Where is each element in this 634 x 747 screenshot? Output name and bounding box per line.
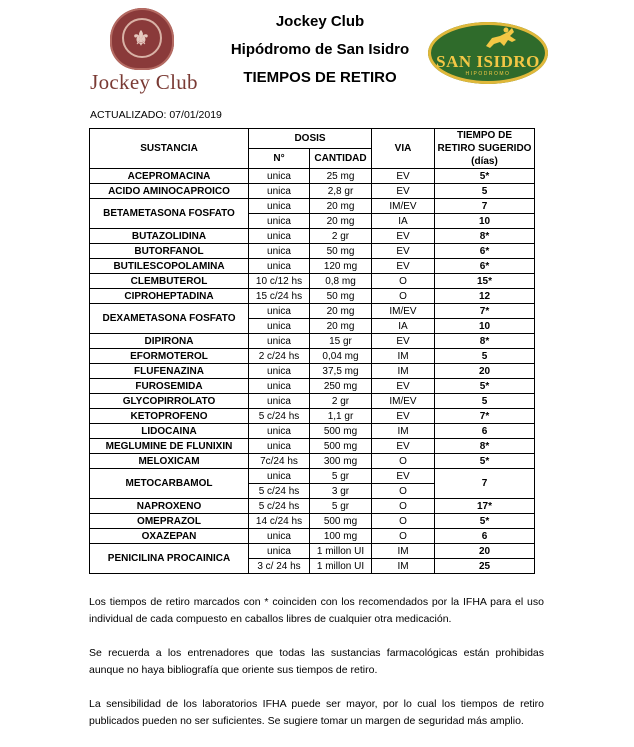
cell-via: O: [372, 289, 435, 304]
cell-tiempo: 6*: [435, 259, 535, 274]
cell-sustancia: CLEMBUTEROL: [90, 274, 249, 289]
cell-cantidad: 120 mg: [310, 259, 372, 274]
cell-via: O: [372, 274, 435, 289]
cell-cantidad: 20 mg: [310, 304, 372, 319]
page-heading: TIEMPOS DE RETIRO: [243, 69, 397, 86]
cell-via: EV: [372, 469, 435, 484]
page-subtitle: Hipódromo de San Isidro: [230, 41, 410, 58]
cell-n: 3 c/ 24 hs: [249, 559, 310, 574]
cell-via: EV: [372, 184, 435, 199]
cell-n: unica: [249, 304, 310, 319]
cell-via: EV: [372, 169, 435, 184]
note-paragraph: Se recuerda a los entrenadores que todas las sustancias farmacológicas están prohibidas aunque no haya bibliografía que oriente sus tiempos de retiro.: [89, 647, 544, 676]
table-row: [90, 379, 535, 394]
table-row: [90, 394, 535, 409]
table-row: [90, 469, 535, 484]
cell-tiempo: 7*: [435, 304, 535, 319]
cell-cantidad: 2 gr: [310, 394, 372, 409]
cell-n: 2 c/24 hs: [249, 349, 310, 364]
cell-n: 7c/24 hs: [249, 454, 310, 469]
cell-cantidad: 500 mg: [310, 439, 372, 454]
withdrawal-times-table: [89, 128, 535, 574]
table-row: [90, 499, 535, 514]
jockey-club-logo: [88, 8, 200, 96]
cell-sustancia: FUROSEMIDA: [90, 379, 249, 394]
cell-cantidad: 1,1 gr: [310, 409, 372, 424]
table-row: [90, 244, 535, 259]
cell-tiempo: 10: [435, 214, 535, 229]
cell-tiempo: 5*: [435, 379, 535, 394]
cell-tiempo: 25: [435, 559, 535, 574]
cell-via: EV: [372, 439, 435, 454]
cell-n: unica: [249, 544, 310, 559]
cell-cantidad: 300 mg: [310, 454, 372, 469]
cell-cantidad: 1 millon UI: [310, 559, 372, 574]
table-row: [90, 199, 535, 214]
cell-sustancia: FLUFENAZINA: [90, 364, 249, 379]
cell-cantidad: 1 millon UI: [310, 544, 372, 559]
cell-n: unica: [249, 184, 310, 199]
header-tiempo: TIEMPO DE RETIRO SUGERIDO (días): [435, 129, 535, 169]
cell-n: unica: [249, 379, 310, 394]
cell-n: 5 c/24 hs: [249, 409, 310, 424]
cell-via: EV: [372, 259, 435, 274]
cell-sustancia: ACIDO AMINOCAPROICO: [90, 184, 249, 199]
table-row: [90, 169, 535, 184]
cell-sustancia: CIPROHEPTADINA: [90, 289, 249, 304]
cell-via: IM: [372, 424, 435, 439]
san-isidro-logo-subtext: HIPODROMO: [465, 71, 511, 77]
cell-via: O: [372, 529, 435, 544]
note-paragraph: Los tiempos de retiro marcados con * coinciden con los recomendados por la IFHA para el uso individual de cada compuesto en caballos libres de cualquier otra medicación.: [89, 596, 544, 625]
cell-sustancia: OXAZEPAN: [90, 529, 249, 544]
table-row: [90, 229, 535, 244]
table-row: [90, 334, 535, 349]
cell-cantidad: 50 mg: [310, 244, 372, 259]
cell-tiempo: 20: [435, 544, 535, 559]
cell-cantidad: 20 mg: [310, 199, 372, 214]
horse-rider-icon: [482, 26, 522, 50]
cell-sustancia: BUTORFANOL: [90, 244, 249, 259]
cell-via: EV: [372, 229, 435, 244]
san-isidro-logo: [428, 22, 548, 86]
cell-cantidad: 500 mg: [310, 514, 372, 529]
page-title: Jockey Club: [275, 13, 365, 30]
header-cantidad: CANTIDAD: [310, 149, 372, 169]
cell-sustancia: MELOXICAM: [90, 454, 249, 469]
cell-n: unica: [249, 169, 310, 184]
cell-via: EV: [372, 379, 435, 394]
cell-via: IA: [372, 319, 435, 334]
cell-tiempo: 7: [435, 199, 535, 214]
cell-tiempo: 6: [435, 529, 535, 544]
cell-tiempo: 7: [435, 469, 535, 499]
cell-cantidad: 15 gr: [310, 334, 372, 349]
cell-sustancia: OMEPRAZOL: [90, 514, 249, 529]
cell-cantidad: 2 gr: [310, 229, 372, 244]
cell-cantidad: 20 mg: [310, 319, 372, 334]
page-header: [0, 0, 634, 100]
cell-n: unica: [249, 199, 310, 214]
cell-via: O: [372, 454, 435, 469]
header-via: VIA: [372, 129, 435, 169]
cell-sustancia: BUTAZOLIDINA: [90, 229, 249, 244]
cell-n: 15 c/24 hs: [249, 289, 310, 304]
table-row: [90, 529, 535, 544]
cell-via: IA: [372, 214, 435, 229]
cell-via: IM: [372, 544, 435, 559]
table-row: [90, 274, 535, 289]
cell-via: O: [372, 484, 435, 499]
cell-sustancia: EFORMOTEROL: [90, 349, 249, 364]
table-row: [90, 289, 535, 304]
table-row: [90, 304, 535, 319]
crest-icon: ⚜: [110, 8, 174, 70]
cell-tiempo: 12: [435, 289, 535, 304]
cell-cantidad: 37,5 mg: [310, 364, 372, 379]
notes-section: [89, 594, 544, 747]
table-row: [90, 454, 535, 469]
cell-n: unica: [249, 319, 310, 334]
cell-cantidad: 25 mg: [310, 169, 372, 184]
cell-tiempo: 15*: [435, 274, 535, 289]
cell-via: IM: [372, 364, 435, 379]
cell-sustancia: PENICILINA PROCAINICA: [90, 544, 249, 574]
cell-n: 14 c/24 hs: [249, 514, 310, 529]
cell-via: IM/EV: [372, 394, 435, 409]
cell-tiempo: 7*: [435, 409, 535, 424]
cell-n: unica: [249, 334, 310, 349]
cell-n: unica: [249, 214, 310, 229]
cell-n: 5 c/24 hs: [249, 499, 310, 514]
cell-via: IM/EV: [372, 199, 435, 214]
cell-tiempo: 5: [435, 349, 535, 364]
cell-via: O: [372, 514, 435, 529]
cell-n: 5 c/24 hs: [249, 484, 310, 499]
cell-sustancia: DEXAMETASONA FOSFATO: [90, 304, 249, 334]
table-row: [90, 259, 535, 274]
cell-n: unica: [249, 229, 310, 244]
cell-tiempo: 5: [435, 394, 535, 409]
cell-sustancia: DIPIRONA: [90, 334, 249, 349]
note-paragraph: La sensibilidad de los laboratorios IFHA puede ser mayor, por lo cual los tiempos de retiro publicados pueden no ser suficientes. Se sugiere tomar un margen de seguridad más amplio.: [89, 698, 544, 727]
table-row: [90, 364, 535, 379]
header-n: N°: [249, 149, 310, 169]
cell-cantidad: 5 gr: [310, 499, 372, 514]
table-row: [90, 349, 535, 364]
cell-cantidad: 2,8 gr: [310, 184, 372, 199]
cell-n: unica: [249, 244, 310, 259]
cell-tiempo: 5*: [435, 454, 535, 469]
table-row: [90, 514, 535, 529]
cell-via: IM: [372, 559, 435, 574]
table-row: [90, 424, 535, 439]
cell-tiempo: 17*: [435, 499, 535, 514]
cell-cantidad: 500 mg: [310, 424, 372, 439]
cell-sustancia: BUTILESCOPOLAMINA: [90, 259, 249, 274]
cell-cantidad: 0,04 mg: [310, 349, 372, 364]
cell-cantidad: 50 mg: [310, 289, 372, 304]
cell-cantidad: 20 mg: [310, 214, 372, 229]
cell-sustancia: KETOPROFENO: [90, 409, 249, 424]
cell-cantidad: 3 gr: [310, 484, 372, 499]
cell-tiempo: 5*: [435, 169, 535, 184]
cell-tiempo: 6: [435, 424, 535, 439]
cell-via: EV: [372, 409, 435, 424]
cell-cantidad: 0,8 mg: [310, 274, 372, 289]
table-row: [90, 184, 535, 199]
cell-tiempo: 6*: [435, 244, 535, 259]
table-body: [90, 169, 535, 574]
updated-date: ACTUALIZADO: 07/01/2019: [90, 109, 222, 121]
cell-sustancia: NAPROXENO: [90, 499, 249, 514]
cell-sustancia: BETAMETASONA FOSFATO: [90, 199, 249, 229]
san-isidro-logo-text: SAN ISIDRO: [436, 52, 540, 71]
cell-tiempo: 10: [435, 319, 535, 334]
cell-sustancia: LIDOCAINA: [90, 424, 249, 439]
cell-tiempo: 8*: [435, 229, 535, 244]
cell-n: unica: [249, 424, 310, 439]
cell-via: EV: [372, 244, 435, 259]
cell-n: unica: [249, 469, 310, 484]
cell-tiempo: 20: [435, 364, 535, 379]
cell-n: unica: [249, 394, 310, 409]
cell-via: EV: [372, 334, 435, 349]
header-sustancia: SUSTANCIA: [90, 129, 249, 169]
cell-n: unica: [249, 439, 310, 454]
cell-via: O: [372, 499, 435, 514]
cell-n: unica: [249, 529, 310, 544]
cell-tiempo: 5*: [435, 514, 535, 529]
cell-cantidad: 100 mg: [310, 529, 372, 544]
table-row: [90, 439, 535, 454]
cell-tiempo: 8*: [435, 334, 535, 349]
table-row: [90, 409, 535, 424]
header-dosis: DOSIS: [249, 129, 372, 149]
cell-cantidad: 5 gr: [310, 469, 372, 484]
cell-sustancia: MEGLUMINE DE FLUNIXIN: [90, 439, 249, 454]
cell-via: IM/EV: [372, 304, 435, 319]
cell-sustancia: GLYCOPIRROLATO: [90, 394, 249, 409]
jockey-club-logo-text: Jockey Club: [90, 70, 198, 94]
table-row: [90, 544, 535, 559]
cell-cantidad: 250 mg: [310, 379, 372, 394]
cell-via: IM: [372, 349, 435, 364]
cell-tiempo: 8*: [435, 439, 535, 454]
cell-sustancia: METOCARBAMOL: [90, 469, 249, 499]
cell-n: 10 c/12 hs: [249, 274, 310, 289]
title-block: [200, 10, 440, 88]
cell-tiempo: 5: [435, 184, 535, 199]
cell-n: unica: [249, 364, 310, 379]
cell-n: unica: [249, 259, 310, 274]
cell-sustancia: ACEPROMACINA: [90, 169, 249, 184]
